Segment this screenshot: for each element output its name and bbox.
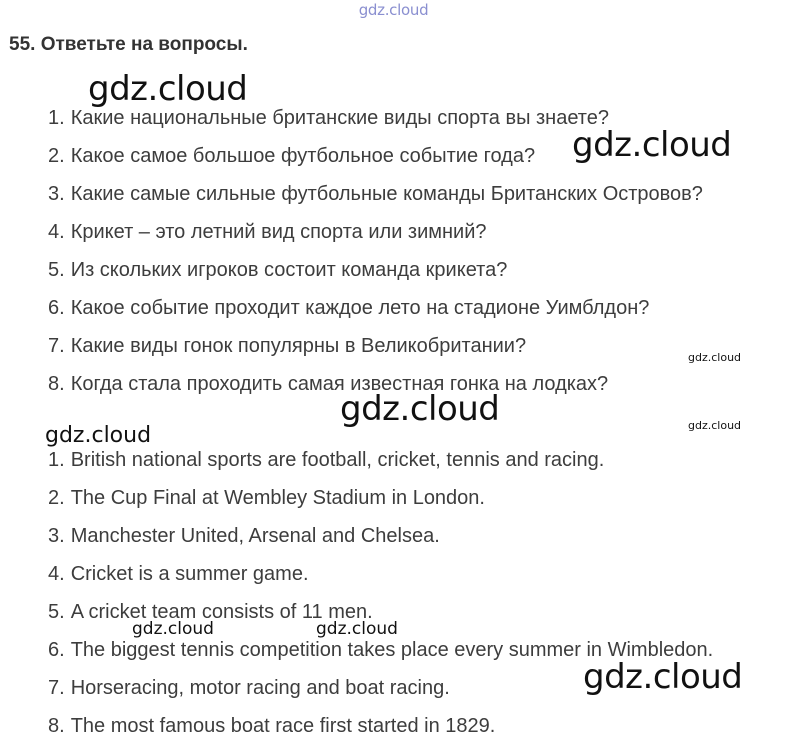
answer-number: 6. bbox=[48, 639, 65, 661]
watermark: gdz.cloud bbox=[340, 389, 500, 429]
exercise-title: 55. Ответьте на вопросы. bbox=[9, 34, 248, 55]
watermark: gdz.cloud bbox=[572, 125, 732, 165]
answer-item bbox=[48, 525, 713, 563]
watermark: gdz.cloud bbox=[132, 619, 214, 639]
answers-list bbox=[48, 449, 713, 753]
question-number: 4. bbox=[48, 221, 65, 243]
answer-item bbox=[48, 487, 713, 525]
question-item bbox=[48, 297, 703, 335]
question-item bbox=[48, 183, 703, 221]
answer-item bbox=[48, 715, 713, 753]
question-number: 5. bbox=[48, 259, 65, 281]
question-text: Какие самые сильные футбольные команды Британских Островов? bbox=[70, 183, 703, 205]
answer-number: 1. bbox=[48, 449, 65, 471]
watermark: gdz.cloud bbox=[583, 657, 743, 697]
top-watermark: gdz.cloud bbox=[358, 1, 429, 19]
answer-number: 2. bbox=[48, 487, 65, 509]
watermark: gdz.cloud bbox=[688, 351, 742, 364]
question-item bbox=[48, 335, 703, 373]
answer-text: A cricket team consists of 11 men. bbox=[70, 601, 373, 623]
watermark: gdz.cloud bbox=[688, 419, 742, 432]
question-text: Крикет – это летний вид спорта или зимний? bbox=[70, 221, 487, 243]
answer-number: 3. bbox=[48, 525, 65, 547]
answer-text: Cricket is a summer game. bbox=[70, 563, 309, 585]
question-item bbox=[48, 259, 703, 297]
question-number: 8. bbox=[48, 373, 65, 395]
answer-item bbox=[48, 449, 713, 487]
watermark: gdz.cloud bbox=[45, 423, 152, 448]
question-text: Какое самое большое футбольное событие года? bbox=[70, 145, 536, 167]
answer-text: The Cup Final at Wembley Stadium in London. bbox=[70, 487, 485, 509]
answer-number: 5. bbox=[48, 601, 65, 623]
question-number: 3. bbox=[48, 183, 65, 205]
answer-number: 4. bbox=[48, 563, 65, 585]
answer-text: British national sports are football, cricket, tennis and racing. bbox=[70, 449, 605, 471]
answer-text: The biggest tennis competition takes place every summer in Wimbledon. bbox=[70, 639, 714, 661]
answer-text: Manchester United, Arsenal and Chelsea. bbox=[70, 525, 440, 547]
question-text: Какие виды гонок популярны в Великобритании? bbox=[70, 335, 527, 357]
answer-item bbox=[48, 563, 713, 601]
question-number: 1. bbox=[48, 107, 65, 129]
question-text: Какие национальные британские виды спорта вы знаете? bbox=[70, 107, 609, 129]
question-text: Когда стала проходить самая известная гонка на лодках? bbox=[70, 373, 609, 395]
answer-number: 8. bbox=[48, 715, 65, 737]
question-text: Из скольких игроков состоит команда крикета? bbox=[70, 259, 508, 281]
answer-text: The most famous boat race first started in 1829. bbox=[70, 715, 496, 737]
answer-number: 7. bbox=[48, 677, 65, 699]
question-item bbox=[48, 221, 703, 259]
question-number: 2. bbox=[48, 145, 65, 167]
question-text: Какое событие проходит каждое лето на стадионе Уимблдон? bbox=[70, 297, 650, 319]
question-number: 7. bbox=[48, 335, 65, 357]
answer-text: Horseracing, motor racing and boat racing. bbox=[70, 677, 450, 699]
question-number: 6. bbox=[48, 297, 65, 319]
watermark: gdz.cloud bbox=[88, 69, 248, 109]
watermark: gdz.cloud bbox=[316, 619, 398, 639]
